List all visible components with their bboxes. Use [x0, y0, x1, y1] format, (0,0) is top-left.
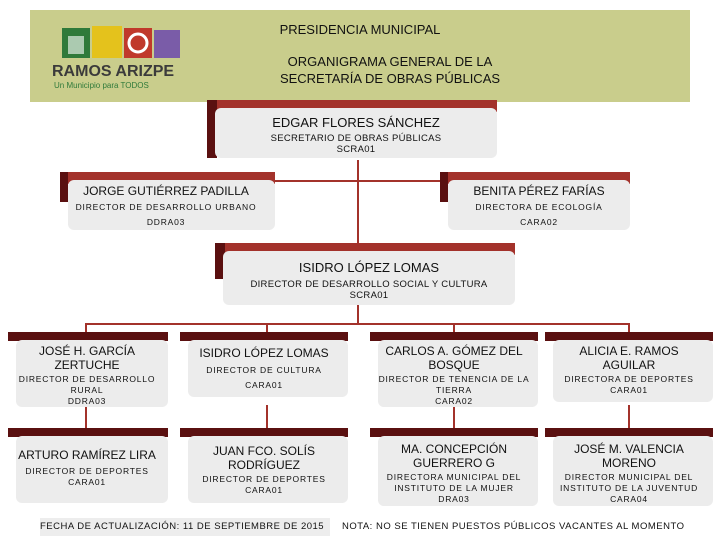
row2-card-4-name2: MORENO: [602, 456, 656, 470]
row1-card-1-name2: ZERTUCHE: [54, 358, 120, 372]
header-subtitle: [230, 53, 550, 87]
row2-card-3-name2: GUERRERO G: [412, 456, 495, 470]
row2-card-3-text: [374, 442, 534, 505]
connector-social-down: [357, 305, 359, 325]
ecology-director-card: [448, 184, 630, 228]
row1-card-4-name2: AGUILAR: [602, 358, 656, 372]
secretary-role: SECRETARIO DE OBRAS PÚBLICAS: [270, 133, 442, 144]
row1-card-1: [8, 332, 168, 407]
row2-card-2: [180, 428, 348, 503]
secretary-name: EDGAR FLORES SÁNCHEZ: [272, 115, 440, 130]
svg-text:Un Municipio para TODOS: Un Municipio para TODOS: [54, 81, 149, 90]
row2-card-1: [8, 428, 168, 503]
row1-card-2-name1: ISIDRO LÓPEZ LOMAS: [199, 346, 329, 360]
row2-card-2-text: [184, 444, 344, 496]
row1-card-2-role1: DIRECTOR DE CULTURA: [206, 365, 322, 375]
row2-card-4-name1: JOSÉ M. VALENCIA: [574, 442, 684, 456]
header-subtitle-line1: ORGANIGRAMA GENERAL DE LA: [287, 54, 493, 69]
ecology-director-box: [440, 172, 630, 230]
row1-card-1-role2: RURAL: [70, 385, 104, 395]
row1-card-1-name1: JOSÉ H. GARCÍA: [38, 344, 136, 358]
connector-directors-horizontal: [270, 180, 450, 182]
footer-note: [342, 518, 712, 536]
row1-card-4-code: CARA01: [610, 385, 648, 395]
row1-card-4-name1: ALICIA E. RAMOS: [579, 344, 679, 358]
row2-card-3-name1: MA. CONCEPCIÓN: [400, 442, 507, 456]
row2-card-4-role1: DIRECTOR MUNICIPAL DEL: [564, 472, 694, 482]
social-director-box: [215, 243, 515, 305]
row1-card-3-code: CARA02: [435, 396, 473, 406]
row2-card-2-name2: RODRÍGUEZ: [228, 458, 300, 472]
urban-director-role: DIRECTOR DE DESARROLLO URBANO: [75, 202, 257, 212]
row1-card-2: [180, 332, 348, 397]
row2-card-4-code: CARA04: [610, 494, 648, 504]
svg-text:RAMOS ARIZPE: RAMOS ARIZPE: [52, 63, 175, 80]
row2-card-1-role1: DIRECTOR DE DEPORTES: [25, 466, 149, 476]
social-director-card: [223, 261, 515, 301]
ecology-director-shadow: [440, 172, 448, 202]
footer-updated-text: FECHA DE ACTUALIZACIÓN: 11 DE SEPTIEMBRE DE 2015: [40, 521, 325, 532]
row2-card-3: [370, 428, 538, 506]
row1-card-3-role1: DIRECTOR DE TENENCIA DE LA: [378, 374, 530, 384]
row2-card-2-role1: DIRECTOR DE DEPORTES: [202, 474, 326, 484]
row1-card-3-name2: BOSQUE: [428, 358, 480, 372]
row2-card-4-role2: INSTITUTO DE LA JUVENTUD: [559, 483, 699, 493]
row1-card-3-role2: TIERRA: [436, 385, 472, 395]
ecology-director-name: BENITA PÉREZ FARÍAS: [473, 184, 605, 198]
secretary-card: [215, 116, 497, 155]
connector-secretary-down: [357, 160, 359, 250]
row1-card-4: [545, 332, 713, 402]
row1-card-1-role1: DIRECTOR DE DESARROLLO: [18, 374, 156, 384]
row2-card-1-code: CARA01: [68, 477, 106, 487]
social-director-code: SCRA01: [349, 290, 389, 301]
row2-card-4: [545, 428, 713, 506]
row2-card-2-code: CARA01: [245, 485, 283, 495]
urban-director-name: JORGE GUTIÉRREZ PADILLA: [83, 184, 249, 198]
urban-director-box: [60, 172, 275, 230]
social-director-name: ISIDRO LÓPEZ LOMAS: [298, 260, 440, 275]
urban-director-code: DDRA03: [146, 217, 186, 227]
row1-card-4-text: [549, 344, 709, 396]
row2-card-4-text: [549, 442, 709, 505]
header-title: PRESIDENCIA MUNICIPAL: [279, 22, 441, 37]
header-banner: [30, 10, 690, 102]
footer-updated-box: [40, 518, 330, 536]
row1-card-2-code: CARA01: [245, 380, 283, 390]
row2-card-3-role1: DIRECTORA MUNICIPAL DEL: [386, 472, 522, 482]
ecology-director-code: CARA02: [520, 217, 558, 227]
social-director-role: DIRECTOR DE DESARROLLO SOCIAL Y CULTURA: [250, 279, 488, 290]
connector-row-horizontal: [85, 323, 630, 325]
footer-note-text: NOTA: NO SE TIENEN PUESTOS PÚBLICOS VACANTES AL MOMENTO: [342, 521, 685, 532]
secretary-box: [207, 100, 497, 158]
row2-card-3-code: DRA03: [438, 494, 470, 504]
row1-card-1-text: [12, 344, 162, 407]
ecology-director-role: DIRECTORA DE ECOLOGÍA: [475, 202, 603, 212]
row2-card-3-role2: INSTITUTO DE LA MUJER: [394, 483, 514, 493]
row2-card-1-text: [12, 448, 162, 488]
row1-card-3-text: [374, 344, 534, 407]
urban-director-card: [66, 184, 266, 228]
row1-card-3: [370, 332, 538, 407]
header-subtitle-line2: SECRETARÍA DE OBRAS PÚBLICAS: [279, 71, 501, 86]
row1-card-1-code: DDRA03: [67, 396, 107, 406]
row1-card-2-text: [184, 346, 344, 391]
row2-card-2-name1: JUAN FCO. SOLÍS: [212, 444, 316, 458]
secretary-code: SCRA01: [336, 144, 376, 155]
row1-card-3-name1: CARLOS A. GÓMEZ DEL: [385, 344, 523, 358]
row2-card-1-name1: ARTURO RAMÍREZ LIRA: [18, 448, 156, 462]
row1-card-4-role1: DIRECTORA DE DEPORTES: [564, 374, 694, 384]
